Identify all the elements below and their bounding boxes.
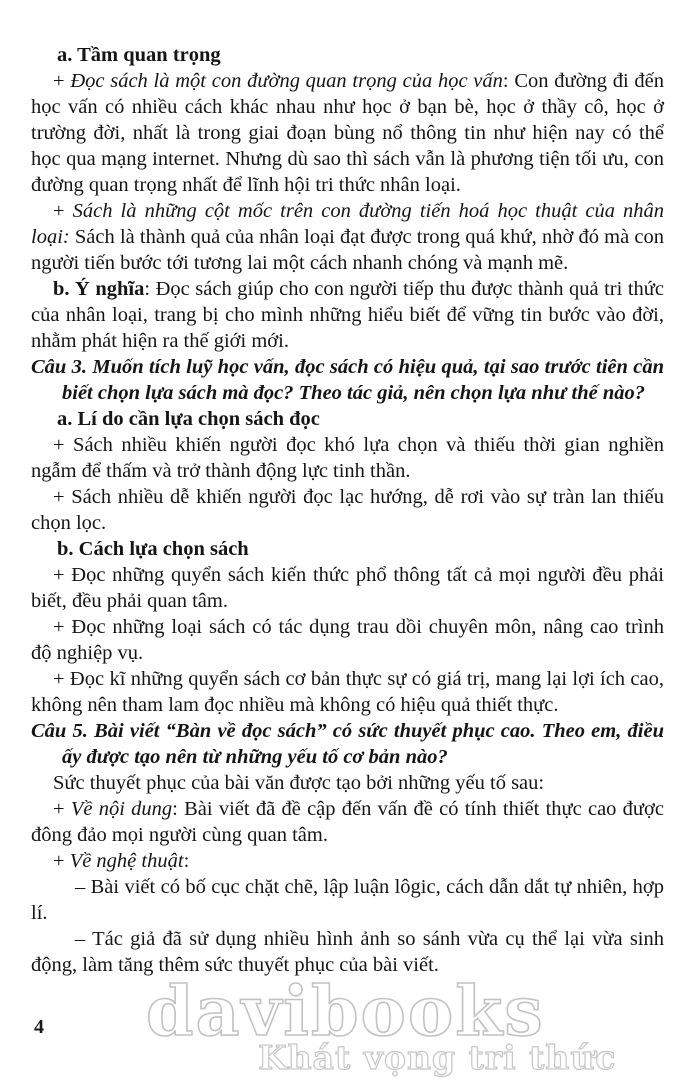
text-segment: a. Lí do cần lựa chọn sách đọc [57,408,320,430]
paragraph-8 [31,484,664,536]
paragraph-1 [31,42,664,68]
paragraph-3 [31,198,664,276]
page-content [31,42,664,978]
page-number: 4 [34,1016,44,1038]
text-segment: : Đọc sách giúp cho con người tiếp thu được thành quả tri thức của nhân loại, trang bị cho mình những hiểu biết để vững tin bước vào đời, nhằm phát hiện ra thế giới mới. [31,278,664,352]
paragraph-16 [31,848,664,874]
paragraph-2 [31,68,664,198]
text-segment: + [53,850,70,872]
paragraph-15 [31,796,664,848]
text-segment: Câu 3. Muốn tích luỹ học vấn, đọc sách có hiệu quả, tại sao trước tiên cần biết chọn lựa sách mà đọc? Theo tác giả, nên chọn lựa như thế nào? [31,356,664,404]
text-segment: + Đọc kĩ những quyển sách cơ bản thực sự có giá trị, mang lại lợi ích cao, không nên tham lam đọc nhiều mà không có hiệu quả thiết thực. [31,668,664,716]
text-segment: – Bài viết có bố cục chặt chẽ, lập luận lôgic, cách dẫn dắt tự nhiên, hợp lí. [31,876,664,924]
text-segment: b. Ý nghĩa [53,278,145,300]
paragraph-12 [31,666,664,718]
paragraph-7 [31,432,664,484]
text-segment: Câu 5. Bài viết “Bàn về đọc sách” có sức thuyết phục cao. Theo em, điều ấy được tạo nên từ những yếu tố cơ bản nào? [31,720,664,768]
text-segment: Sách là những cột mốc trên con đường tiến hoá học thuật của nhân loại: [31,200,665,248]
text-segment: + [53,70,71,92]
text-segment: + [53,798,71,820]
text-segment: Sách là thành quả của nhân loại đạt được trong quá khứ, nhờ đó mà con người tiến bước tới tương lai một cách nhanh chóng và mạnh mẽ. [31,226,664,274]
watermark-brand: davibooks [146,972,545,1052]
text-segment: Về nội dung [70,798,173,820]
paragraph-6 [31,406,664,432]
text-segment: Về nghệ thuật [69,850,184,872]
text-segment: + Đọc những loại sách có tác dụng trau dồi chuyên môn, nâng cao trình độ nghiệp vụ. [31,616,664,664]
paragraph-14 [31,770,664,796]
text-segment: + [53,200,73,222]
text-segment: : Bài viết đã đề cập đến vấn đề có tính thiết thực cao được đông đảo mọi người cùng quan tâm. [31,798,664,846]
paragraph-4 [31,276,664,354]
text-segment: b. Cách lựa chọn sách [57,538,249,560]
paragraph-9 [31,536,664,562]
text-segment: a. Tầm quan trọng [57,44,221,66]
paragraph-17 [31,874,664,926]
paragraph-10 [31,562,664,614]
text-segment: + Đọc những quyển sách kiến thức phổ thông tất cả mọi người đều phải biết, đều phải quan tâm. [31,564,664,612]
paragraph-13 [31,718,664,770]
paragraph-5 [31,354,664,406]
text-segment: – Tác giả đã sử dụng nhiều hình ảnh so sánh vừa cụ thể lại vừa sinh động, làm tăng thêm sức thuyết phục của bài viết. [31,928,664,976]
text-segment: Đọc sách là một con đường quan trọng của học vấn [70,70,503,92]
text-segment: Sức thuyết phục của bài văn được tạo bởi những yếu tố sau: [53,772,545,794]
text-segment: + Sách nhiều dễ khiến người đọc lạc hướng, dễ rơi vào sự tràn lan thiếu chọn lọc. [31,486,664,534]
text-segment: + Sách nhiều khiến người đọc khó lựa chọn và thiếu thời gian nghiền ngẫm để thấm và trở thành động lực tinh thần. [31,434,664,482]
paragraph-18 [31,926,664,978]
text-segment: : Con đường đi đến học vấn có nhiều cách khác nhau như học ở bạn bè, học ở thầy cô, học ở trường đời, nhất là trong giai đoạn bùng nổ thông tin như hiện nay có thể học qua mạng internet. Nhưng dù sao thì sách vẫn là phương tiện tối ưu, con đường quan trọng nhất để lĩnh hội tri thức nhân loại. [31,70,664,196]
paragraph-11 [31,614,664,666]
text-segment: : [183,850,190,872]
watermark-tagline: Khát vọng tri thức [258,1038,617,1077]
